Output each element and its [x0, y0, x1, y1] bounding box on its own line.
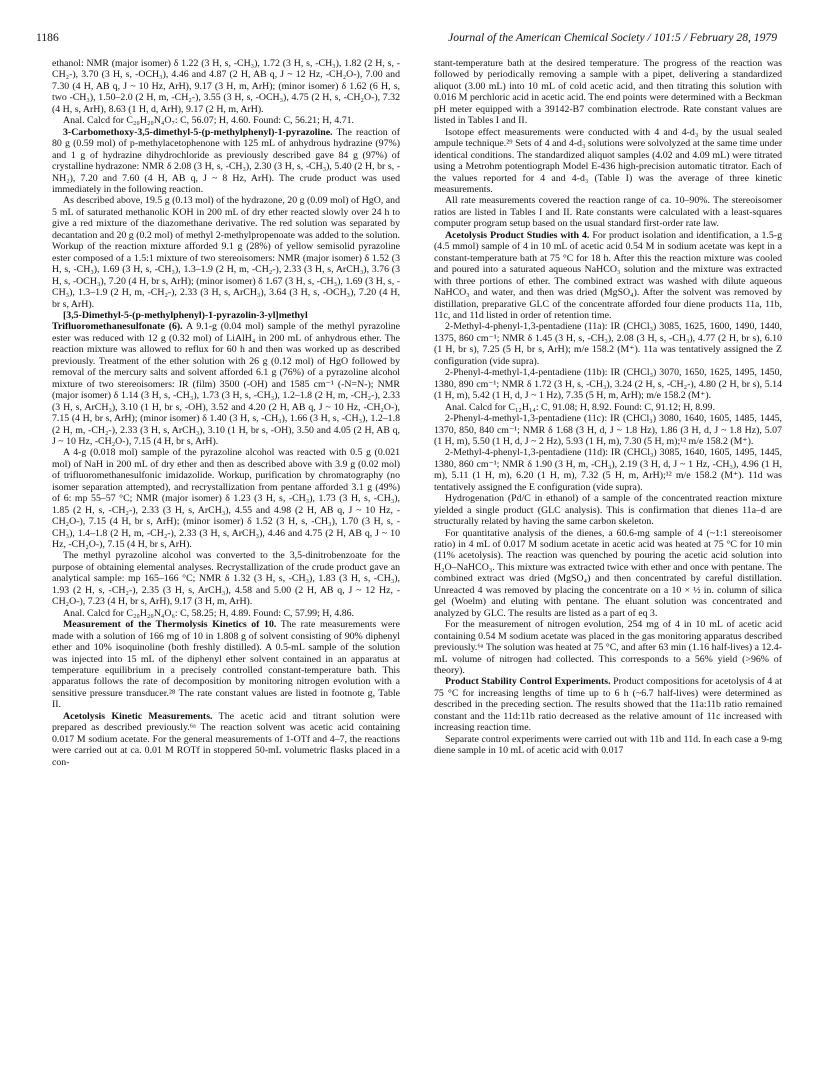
paragraph-text: All rate measurements covered the reaction range of ca. 10–90%. The stereoisomer ratios are listed in Tables I and II. Rate constants were calculated with a least-squares computer program setup based on the usual standard first-order rate law. [434, 195, 782, 230]
left-paragraph [52, 195, 400, 310]
paragraph-text: A 9.1-g (0.04 mol) sample of the methyl pyrazoline ester was reduced with 12 g (0.32 mol) of LiAlH₄ in 200 mL of anhydrous ether. The reaction mixture was allowed to reflux for 60 h and then was worked up as described previously. Treatment of the ether solution with 26 g (0.12 mol) of HgO followed by removal of the mercury salts and solvent afforded 6.1 g (76%) of a pyrazoline alcohol mixture of two stereoisomers: IR (film) 3500 (-OH) and 1585 cm⁻¹ (-N=N-); NMR (major isomer) δ 1.14 (3 H, s, -CH₃), 1.73 (3 H, s, -CH₃), 1.2–1.8 (2 H, m, -CH₂-), 2.33 (3 H, s, ArCH₃), 3.10 (1 H, br s, -OH), 3.52 and 4.20 (2 H, AB q, J ~ 10 Hz, -CH₂O-), 7.15 (4 H, br s, ArH); (minor isomer) δ 1.40 (3 H, s, -CH₃), 1.66 (3 H, s, -CH₃), 1.2–1.8 (2 H, m, -CH₂-), 2.33 (3 H, s, ArCH₃), 3.10 (1 H, br s, -OH), 3.50 and 4.05 (2 H, AB q, J ~ 10 Hz, -CH₂O-), 7.15 (4 H, br s, ArH). [52, 321, 401, 447]
section-heading: Product Stability Control Experiments. [445, 676, 611, 688]
paragraph-text: The rate measurements were made with a solution of 166 mg of 10 in 1.808 g of solvent consisting of 90% diphenyl ether and 10% isoquinoline (both freshly distilled). A 0.5-mL sample of the solution was injected into 15 mL of the diphenyl ether solvent contained in an apparatus at temperature equilibrium in a precisely controlled constant-temperature bath. This apparatus follows the rate of decomposition by monitoring nitrogen evolution with a sensitive pressure transducer.²⁸ The rate constant values are listed in footnote g, Table II. [52, 619, 400, 711]
right-paragraph [434, 58, 782, 127]
left-paragraph [52, 58, 400, 115]
left-paragraph [52, 711, 400, 768]
paragraph-text: Anal. Calcd for C₂₀H₂₀N₄O₆: C, 58.25; H, 4.89. Found: C, 57.99; H, 4.86. [63, 607, 355, 619]
paragraph-text: Anal. Calcd for C₂₀H₂₀N₄O₇: C, 56.07; H, 4.60. Found: C, 56.21; H, 4.71. [63, 115, 355, 127]
paragraph-text: The reaction of 80 g (0.59 mol) of p-methylacetophenone with 125 mL of anhydrous hydrazine (97%) and 1 g of hydrazine dihydrochloride as previously described gave 84 g (97%) of crystalline hydrazone: NMR δ 2.08 (3 H, s, -CH₃), 2.30 (3 H, s, -CH₃), 5.40 (2 H, br s, -NH₂), 7.20 and 7.60 (4 H, AB q, J ~ 8 Hz, ArH). The crude product was used immediately in the following reaction. [52, 126, 400, 195]
right-paragraph [434, 528, 782, 620]
right-paragraph [434, 367, 782, 401]
section-heading: Acetolysis Product Studies with 4. [445, 229, 590, 241]
section-heading: Measurement of the Thermolysis Kinetics of 10. [63, 619, 277, 631]
right-paragraph [434, 447, 782, 493]
right-paragraph [434, 127, 782, 196]
paragraph-text: Product compositions for acetolysis of 4 at 75 °C for increasing lengths of time up to 6 h (~6.7 half-lives) were determined as described in the preceding section. The results showed that the 11a:11b ratio remained constant and the 11d:11b ratio decreased as the relative amount of 11c increased with increasing reaction time. [434, 676, 782, 734]
paragraph-text: Hydrogenation (Pd/C in ethanol) of a sample of the concentrated reaction mixture yielded a single product (GLC analysis). This is confirmation that dienes 11a–d are structurally related by having the same carbon skeleton. [434, 493, 782, 528]
left-paragraph [52, 310, 400, 447]
paragraph-text: Separate control experiments were carried out with 11b and 11d. In each case a 9-mg diene sample in 10 mL of acetic acid with 0.017 [434, 733, 782, 757]
left-paragraph [52, 447, 400, 550]
right-paragraph [434, 619, 782, 676]
right-column [434, 58, 782, 757]
paragraph-text: As described above, 19.5 g (0.13 mol) of the hydrazone, 20 g (0.09 mol) of HgO, and 5 mL of saturated methanolic KOH in 200 mL of dry ether reacted slowly over 24 h to give a red mixture of the diazomethane derivative. The red solution was separated by decantation and 20 g (0.2 mol) of methyl 2-methylpropenoate was added to the solution. Workup of the reaction mixture afforded 9.1 g (28%) of yellow semisolid pyrazoline ester composed of a 1.5:1 mixture of two stereoisomers: NMR (major isomer) δ 1.52 (3 H, s, -CH₃), 1.69 (3 H, s, -CH₃), 1.3–1.9 (2 H, m, -CH₂-), 2.33 (3 H, s, ArCH₃), 3.76 (3 H, s, -OCH₃), 7.20 (4 H, br s, ArH); (minor isomer) δ 1.67 (3 H, s, -CH₃), 1.69 (3 H, s, -CH₃), 1.3–1.9 (2 H, m, -CH₂-), 2.33 (3 H, s, ArCH₃), 3.64 (3 H, s, -OCH₃), 7.20 (4 H, br s, ArH). [52, 195, 401, 310]
right-paragraph [434, 734, 782, 757]
paragraph-text: For quantitative analysis of the dienes, a 60.6-mg sample of 4 (~1:1 stereoisomer ratio) in 4 mL of 0.017 M sodium acetate in acetic acid was heated at 75 °C for 10 min (11% acetolysis). The reaction was quenched by pouring the acetic acid solution into H₂O–NaHCO₃. This mixture was extracted twice with ether and once with pentane. The combined extract was dried (MgSO₄) and then concentrated by careful distillation. Unreacted 4 was removed by placing the concentrate on a 10 × ½ in. column of silica gel (Woelm) and eluting with pentane. The eluant solution was concentrated and analyzed by GLC. The results are listed as a part of eq 3. [434, 527, 782, 619]
page-header [36, 29, 777, 47]
paragraph-text: 2-Phenyl-4-methyl-1,4-pentadiene (11b): IR (CHCl₃) 3070, 1650, 1625, 1495, 1450, 1380, 890 cm⁻¹; NMR δ 1.72 (3 H, s, -CH₃), 3.24 (2 H, s, -CH₂-), 4.80 (2 H, br s), 5.14 (1 H, m), 5.42 (1 H, d, J ~ 1 Hz), 7.35 (5 H, m, ArH); m/e 158.2 (M⁺). [434, 367, 782, 402]
paragraph-text: 2-Phenyl-4-methyl-1,3-pentadiene (11c): IR (CHCl₃) 3080, 1640, 1605, 1485, 1445, 1370, 850, 840 cm⁻¹; NMR δ 1.68 (3 H, d, J ~ 1.8 Hz), 1.86 (3 H, d, J ~ 1.8 Hz), 5.07 (1 H, m), 5.50 (1 H, d, J ~ 2 Hz), 5.93 (1 H, m), 7.30 (5 H, m);¹² m/e 158.2 (M⁺). [434, 413, 782, 447]
left-paragraph [52, 550, 400, 607]
right-paragraph [434, 230, 782, 322]
right-paragraph [434, 402, 782, 413]
right-paragraph [434, 195, 782, 229]
right-paragraph [434, 493, 782, 527]
paragraph-text: 2-Methyl-4-phenyl-1,3-pentadiene (11d): IR (CHCl₃) 3085, 1640, 1605, 1495, 1445, 1380, 860 cm⁻¹; NMR δ 1.90 (3 H, m, -CH₃), 2.19 (3 H, d, J ~ 1 Hz, -CH₃), 4.96 (1 H, m), 5.11 (1 H, m), 6.20 (1 H, m), 7.32 (5 H, m, ArH);¹² m/e 158.2 (M⁺). 11d was tentatively assigned the E configuration (vide supra). [434, 447, 782, 493]
section-heading: Acetolysis Kinetic Measurements. [63, 710, 213, 722]
paragraph-text: 2-Methyl-4-phenyl-1,3-pentadiene (11a): IR (CHCl₃) 3085, 1625, 1600, 1490, 1440, 1375, 860 cm⁻¹; NMR δ 1.45 (3 H, s, -CH₃), 2.08 (3 H, s, -CH₃), 4.77 (2 H, br s), 6.10 (1 H, br s), 7.25 (5 H, br s, ArH); m/e 158.2 (M⁺). 11a was tentatively assigned the Z configuration (vide supra). [434, 321, 782, 367]
paragraph-text: For product isolation and identification, a 1.5-g (4.5 mmol) sample of 4 in 10 mL of acetic acid 0.54 M in sodium acetate was kept in a constant-temperature bath at 75 °C for 18 h. After this the reaction mixture was cooled and poured into a saturated aqueous NaHCO₃ solution and the mixture was extracted with three portions of ether. The combined extract was washed with dilute aqueous NaHCO₃ and water, and then was dried (MgSO₄). After the solvent was removed by distillation, preparative GLC of the concentrate afforded four diene products 11a, 11b, 11c, and 11d listed in order of retention time. [434, 229, 782, 321]
paragraph-text: The acetic acid and titrant solution were prepared as described previously.⁶ᵃ The reaction solvent was acetic acid containing 0.017 M sodium acetate. For the general measurements of 1-OTf and 4–7, the reactions were carried out at ca. 0.01 M ROTf in stoppered 50-mL volumetric flasks placed in a con- [52, 710, 401, 768]
left-paragraph [52, 608, 400, 619]
paragraph-text: For the measurement of nitrogen evolution, 254 mg of 4 in 10 mL of acetic acid containing 0.54 M sodium acetate was placed in the gas monitoring apparatus described previously.⁶ᵃ The solution was heated at 75 °C, and after 63 min (1.16 half-lives) a 12.4-mL volume of nitrogen had collected. This corresponds to a 56% yield (>96% of theory). [434, 619, 782, 677]
section-heading: [3,5-Dimethyl-5-(p-methylphenyl)-1-pyrazolin-3-yl]methyl Trifluoromethanesulfonate (6). [52, 309, 308, 333]
section-heading: 3-Carbomethoxy-3,5-dimethyl-5-(p-methylphenyl)-1-pyrazoline. [63, 126, 333, 138]
left-column [52, 58, 400, 768]
paragraph-text: A 4-g (0.018 mol) sample of the pyrazoline alcohol was reacted with 0.5 g (0.021 mol) of NaH in 200 mL of dry ether and then as described above with 3.9 g (0.02 mol) of trifluoromethanesulfonic imidazolide. Workup, purification by chromatography (no isomer separation attempted), and recrystallization from pentane afforded 3.1 g (49%) of 6: mp 55–57 °C; NMR (major isomer) δ 1.23 (3 H, s, -CH₃), 1.73 (3 H, s, -CH₃), 1.85 (2 H, s, -CH₂-), 2.33 (3 H, s, ArCH₃), 4.55 and 4.98 (2 H, AB q, J ~ 10 Hz, -CH₂O-), 7.15 (4 H, br s, ArH); (minor isomer) δ 1.52 (3 H, s, -CH₃), 1.70 (3 H, s, -CH₃), 1.4–1.8 (2 H, m, -CH₂-), 2.33 (3 H, s, ArCH₃), 4.46 and 4.75 (2 H, AB q, J ~ 10 Hz, -CH₂O-), 7.15 (4 H, br s, ArH). [52, 447, 400, 551]
left-paragraph [52, 127, 400, 196]
paragraph-text: ethanol: NMR (major isomer) δ 1.22 (3 H, s, -CH₃), 1.72 (3 H, s, -CH₃), 1.82 (2 H, s, -CH₂-), 3.70 (3 H, s, -OCH₃), 4.46 and 4.87 (2 H, AB q, J ~ 12 Hz, -CH₂O-), 7.00 and 7.30 (4 H, AB q, J ~ 10 Hz, ArH), 9.17 (3 H, m, ArH); (minor isomer) δ 1.62 (6 H, s, two -CH₃), 1.50–2.0 (2 H, m, -CH₂-), 3.55 (3 H, s, -OCH₃), 4.75 (2 H, s, -CH₂O-), 7.32 (4 H, s, ArH), 8.63 (1 H, d, ArH), 9.17 (2 H, m, ArH). [52, 58, 400, 115]
page-number: 1186 [36, 31, 59, 44]
left-paragraph [52, 115, 400, 126]
journal-running-head: Journal of the American Chemical Society / 101:5 / February 28, 1979 [448, 31, 777, 44]
right-paragraph [434, 413, 782, 447]
right-paragraph [434, 676, 782, 733]
paragraph-text: The methyl pyrazoline alcohol was converted to the 3,5-dinitrobenzoate for the purpose of obtaining elemental analyses. Recrystallization of the crude product gave an analytical sample: mp 165–166 °C; NMR δ 1.32 (3 H, s, -CH₃), 1.83 (3 H, s, -CH₃), 1.93 (2 H, s, -CH₂-), 2.35 (3 H, s, ArCH₃), 4.58 and 5.00 (2 H, AB q, J ~ 12 Hz, -CH₂O-), 7.23 (4 H, br s, ArH), 9.17 (3 H, m, ArH). [52, 550, 400, 608]
right-paragraph [434, 321, 782, 367]
paragraph-text: stant-temperature bath at the desired temperature. The progress of the reaction was followed by periodically removing a sample with a pipet, delivering a standardized aliquot (3.00 mL) into 10 mL of cold acetic acid, and then titrating this solution with 0.016 M perchloric acid in acetic acid. The end points were determined with a Beckman pH meter equipped with a 39142-B7 combination electrode. Rate constant values are listed in Tables I and II. [434, 58, 782, 127]
left-paragraph [52, 619, 400, 711]
paragraph-text: Isotope effect measurements were conducted with 4 and 4-d₃ by the usual sealed ampule technique.²⁹ Sets of 4 and 4-d₃ solutions were solvolyzed at the same time under identical conditions. The standardized aliquot samples (4.02 and 4.09 mL) were titrated using a Metrohm potentiograph Model E-436 high-precision automatic titrator. Each of the values reported for 4 and 4-d₃ (Table I) was the average of three kinetic measurements. [434, 126, 782, 195]
paragraph-text: Anal. Calcd for C₁₂H₁₄: C, 91.08; H, 8.92. Found: C, 91.12; H, 8.99. [445, 401, 715, 413]
